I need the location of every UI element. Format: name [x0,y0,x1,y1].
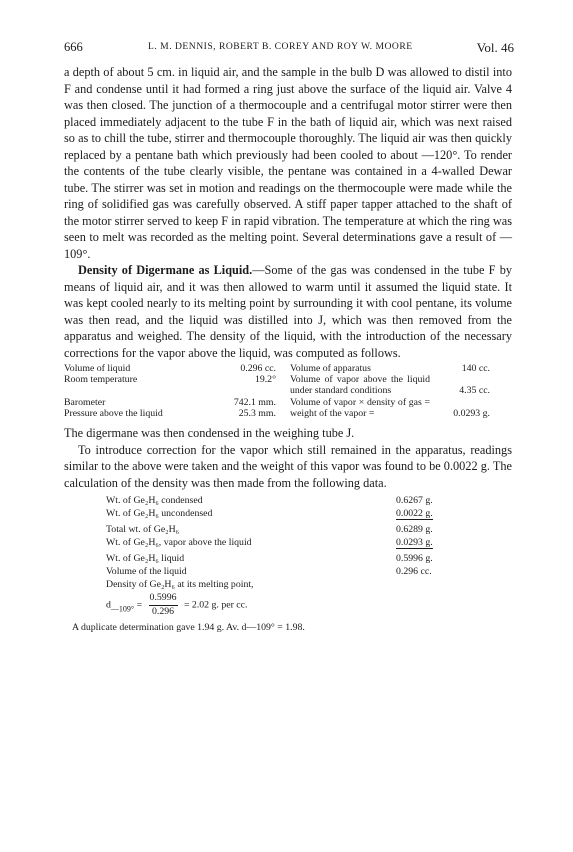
density-symbol: d [106,599,111,611]
table-value: 4.35 cc. [459,385,490,397]
duplicate-determination: A duplicate determination gave 1.94 g. Av. d—109° = 1.98. [72,622,305,634]
calc-label: Wt. of Ge₂H₆, vapor above the liquid [106,536,252,548]
calc-value: 0.6267 g. [396,495,433,507]
running-authors: L. M. DENNIS, ROBERT B. COREY AND ROY W. MOORE [148,41,413,52]
calc-value: 0.0022 g. [396,507,433,519]
density-equals: = [136,599,143,611]
table-value: 140 cc. [461,363,490,374]
table-value: 25.3 mm. [238,407,276,419]
density-subscript: —109° [110,604,135,614]
table-value: 0.296 cc. [240,363,276,374]
density-label: Density of Ge₂H₆ at its melting point, [106,578,254,590]
calculation-block [106,495,512,618]
calc-label: Wt. of Ge₂H₆ liquid [106,553,185,565]
calc-label: Wt. of Ge₂H₆ uncondensed [106,507,213,519]
calc-value: 0.5996 g. [396,553,433,565]
section-heading-density: Density of Digermane as Liquid. [78,263,253,277]
density-fraction [149,592,178,618]
calc-label: Total wt. of Ge₂H₆ [106,524,180,536]
page-number: 666 [64,40,83,54]
paragraph-melting-point: a depth of about 5 cm. in liquid air, and the sample in the bulb D was allowed to distil into F and condense until it had formed a ring just above the surface of the liquid air. Valve 4 was then closed. The junction of a thermocouple and a centrifugal motor stirrer were then placed immediately adjacent to the tube F in the bath of liquid air, which was next raised so as to chill the tube, stirrer and thermocouple thoroughly. The liquid air was then quickly replaced by a pentane bath which previously had been cooled to about —120°. To render the contents of the tube clearly visible, the pentane was contained in a 4-walled Dewar tube. The stirrer was set in motion and readings on the thermocouple were made while the ring of solidified gas was carefully observed. A stiff paper tapper attached to the shaft of the motor stirrer served to keep F in rapid vibration. The temperature at which the ring was seen to melt was recorded as the melting point. Several determinations gave a result of —109°. [64,65,512,261]
table-value: 0.0293 g. [453,407,490,419]
table-label: Barometer [64,396,106,408]
paragraph-condensed: The digermane was then condensed in the weighing tube J. [64,426,355,441]
density-result: = 2.02 g. per cc. [183,599,248,611]
density-equation [106,592,512,618]
fraction-denominator: 0.296 [152,605,175,617]
paragraph-correction: To introduce correction for the vapor which still remained in the apparatus, readings similar to the above were taken and the weight of this vapor was found to be 0.0022 g. The calculation of the density was then made from the following data. [64,442,512,490]
table-label: Pressure above the liquid [64,407,163,419]
calc-value: 0.6289 g. [396,524,433,536]
article-body [64,64,512,634]
table-label: Volume of vapor × density of gas = weight of the vapor = [290,396,430,419]
calc-label: Wt. of Ge₂H₆ condensed [106,495,203,507]
calc-value: 0.0293 g. [396,536,433,548]
measurement-table [64,363,512,419]
table-label: Volume of liquid [64,363,131,374]
table-label: Volume of apparatus [290,363,371,374]
table-label: Room temperature [64,374,138,386]
table-value: 742.1 mm. [233,396,276,408]
volume-label: Vol. 46 [476,40,514,55]
paragraph-density [64,262,512,361]
running-header [64,40,514,56]
calc-label: Volume of the liquid [106,565,187,577]
fraction-numerator: 0.5996 [149,592,178,606]
table-label: Volume of vapor above the liquid under standard conditions [290,374,430,397]
paragraph-density-text: —Some of the gas was condensed in the tube F by means of liquid air, and it was then allowed to warm until it assumed the liquid state. It was kept cooled nearly to its melting point by surrounding it with cool pentane, its volume was then read, and the liquid was distilled into J, which was then removed from the apparatus and weighed. The density of the liquid, with the introduction of the necessary corrections for the vapor above the liquid, was computed as follows. [64,263,512,360]
calc-value: 0.296 cc. [396,565,432,577]
table-value: 19.2° [254,374,276,386]
